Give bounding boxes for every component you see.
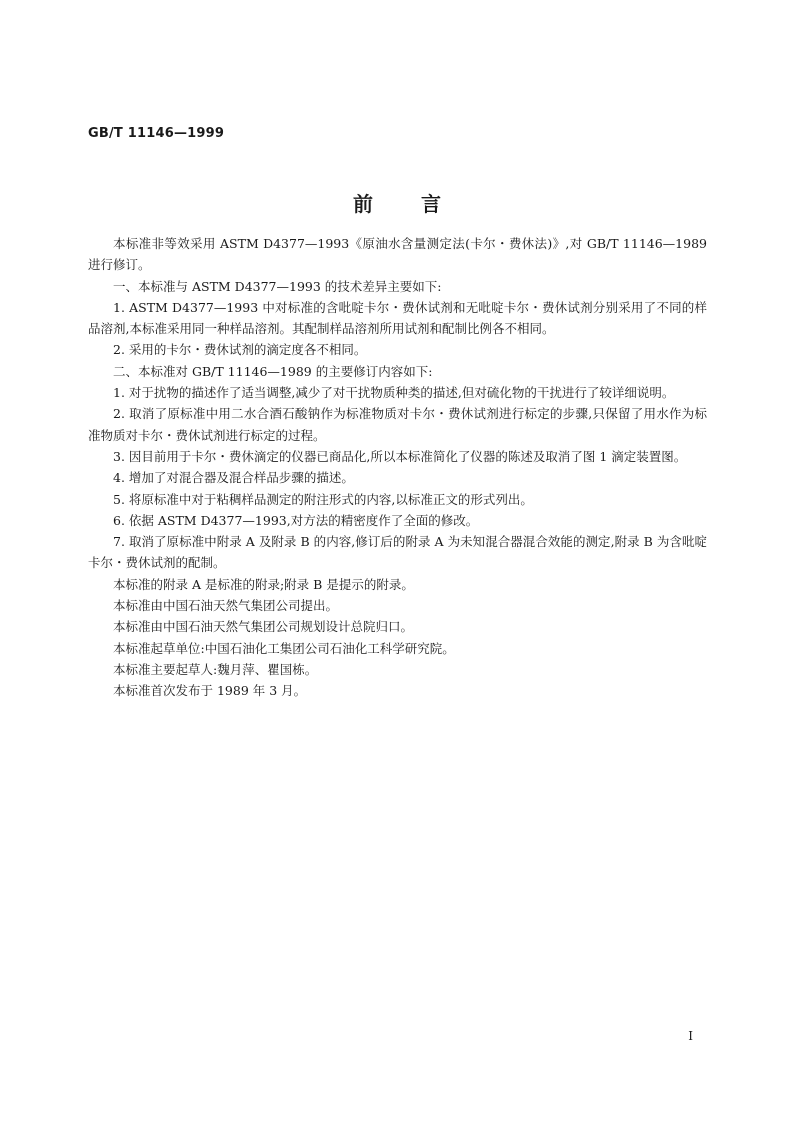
paragraph-section-one: 一、本标准与 ASTM D4377—1993 的技术差异主要如下: bbox=[113, 278, 442, 294]
paragraph-revision-3: 3. 因目前用于卡尔・费休滴定的仪器已商品化,所以本标准简化了仪器的陈述及取消了图 1 滴定装置图。 bbox=[113, 448, 687, 464]
paragraph-drafting-unit: 本标准起草单位:中国石油化工集团公司石油化工科学研究院。 bbox=[113, 640, 455, 656]
page-number: I bbox=[688, 1029, 693, 1043]
paragraph-revision-6: 6. 依据 ASTM D4377—1993,对方法的精密度作了全面的修改。 bbox=[113, 512, 479, 528]
paragraph-appendix-note: 本标准的附录 A 是标准的附录;附录 B 是提示的附录。 bbox=[113, 576, 414, 592]
paragraph-revision-5: 5. 将原标准中对于粘稠样品测定的附注形式的内容,以标准正文的形式列出。 bbox=[113, 491, 533, 507]
paragraph-drafters: 本标准主要起草人:魏月萍、瞿国栋。 bbox=[113, 661, 318, 677]
paragraph-revision-1: 1. 对于扰物的描述作了适当调整,减少了对干扰物质种类的描述,但对硫化物的干扰进行了较详细说明。 bbox=[113, 385, 675, 401]
paragraph-proposed-by: 本标准由中国石油天然气集团公司提出。 bbox=[113, 598, 339, 614]
paragraph-difference-2: 2. 采用的卡尔・费休试剂的滴定度各不相同。 bbox=[113, 342, 367, 358]
paragraph-section-two: 二、本标准对 GB/T 11146—1989 的主要修订内容如下: bbox=[113, 363, 433, 379]
paragraph-first-issue: 本标准首次发布于 1989 年 3 月。 bbox=[113, 683, 307, 699]
paragraph-revision-4: 4. 增加了对混合器及混合样品步骤的描述。 bbox=[113, 470, 354, 486]
page-title: 前言 bbox=[353, 192, 489, 216]
paragraph-difference-1: 1. ASTM D4377—1993 中对标准的含吡啶卡尔・费休试剂和无吡啶卡尔・费休试剂分别采用了不同的样品溶剂,本标准采用同一种样品溶剂。其配制样品溶剂所用试剂和配制比例各不相同。 bbox=[88, 299, 707, 337]
standard-number: GB/T 11146—1999 bbox=[88, 126, 225, 141]
foreword-body bbox=[88, 233, 707, 702]
paragraph-centralized-by: 本标准由中国石油天然气集团公司规划设计总院归口。 bbox=[113, 619, 414, 635]
paragraph-adoption: 本标准非等效采用 ASTM D4377—1993《原油水含量测定法(卡尔・费休法)》,对 GB/T 11146—1989 进行修订。 bbox=[88, 236, 707, 273]
paragraph-revision-7: 7. 取消了原标准中附录 A 及附录 B 的内容,修订后的附录 A 为未知混合器混合效能的测定,附录 B 为含吡啶卡尔・费休试剂的配制。 bbox=[88, 534, 707, 571]
paragraph-revision-2: 2. 取消了原标准中用二水合酒石酸钠作为标准物质对卡尔・费休试剂进行标定的步骤,只保留了用水作为标准物质对卡尔・费休试剂进行标定的过程。 bbox=[88, 406, 707, 443]
